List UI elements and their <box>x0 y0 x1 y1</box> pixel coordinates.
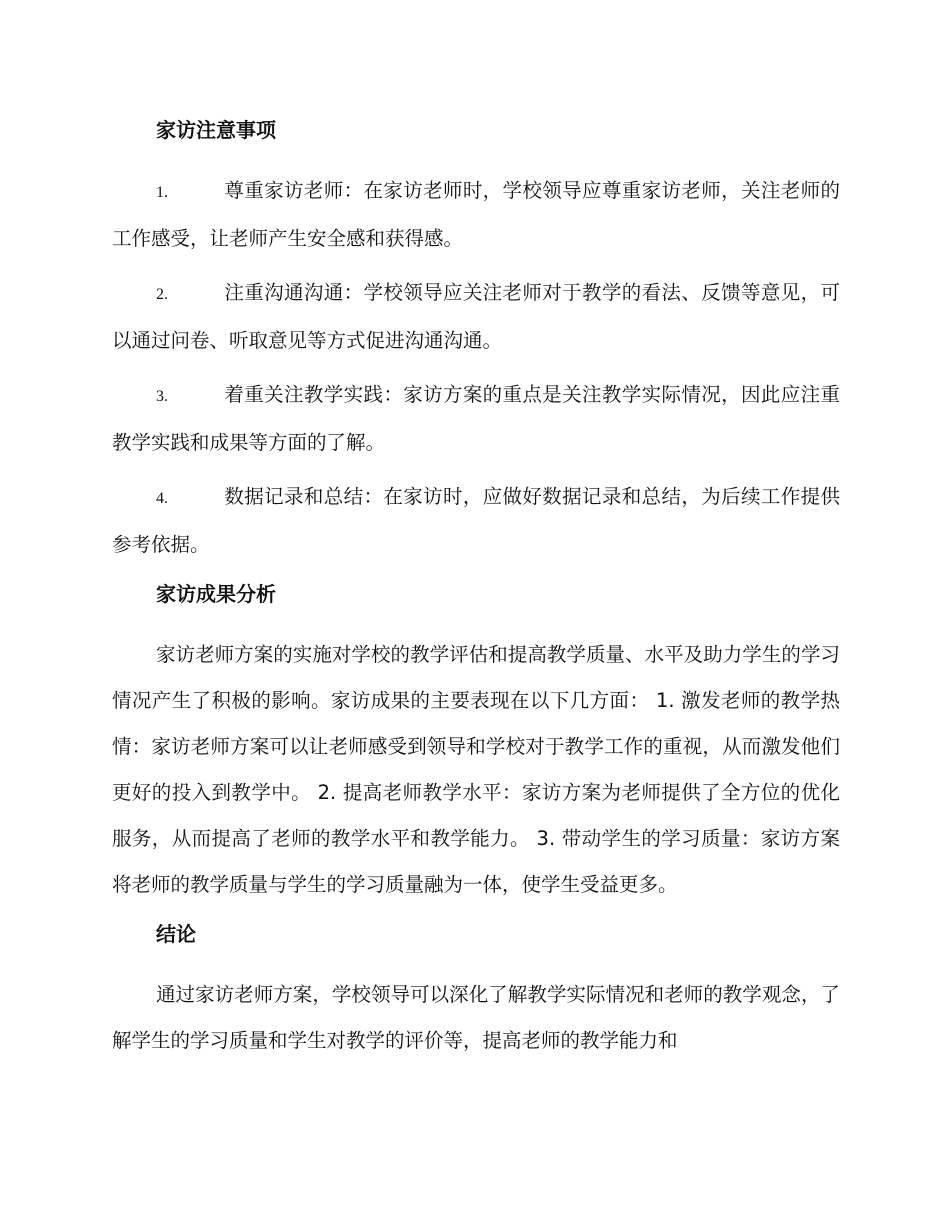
section-heading-notes: 家访注意事项 <box>156 118 276 142</box>
list-item-number: 2. <box>156 286 168 303</box>
section-heading-conclusion: 结论 <box>156 922 196 946</box>
list-item-number: 3. <box>156 388 168 405</box>
analysis-paragraph: 家访老师方案的实施对学校的教学评估和提高教学质量、水平及助力学生的学习情况产生了积极的影响。家访成果的主要表现在以下几方面： 1. 激发老师的教学热情：家访老师方案可以让老师感受到领导和学校对于教学工作的重视，从而激发他们更好的投入到教学中。 2. 提高老师教学水平：家访方案为老师提供了全方位的优化服务，从而提高了老师的教学水平和教学能力。 3. 带动学生的学习质量：家访方案将老师的教学质量与学生的学习质量融为一体，使学生受益更多。 <box>112 643 840 896</box>
list-item-text: 注重沟通沟通：学校领导应关注老师对于教学的看法、反馈等意见，可以通过问卷、听取意见等方式促进沟通沟通。 <box>112 281 840 352</box>
list-item-text: 尊重家访老师：在家访老师时，学校领导应尊重家访老师，关注老师的工作感受，让老师产生安全感和获得感。 <box>112 179 840 250</box>
section-heading-analysis: 家访成果分析 <box>156 582 276 606</box>
list-item-text: 着重关注教学实践：家访方案的重点是关注教学实际情况，因此应注重教学实践和成果等方面的了解。 <box>112 383 840 454</box>
list-item <box>112 372 840 466</box>
list-item <box>112 168 840 262</box>
list-item <box>112 270 840 364</box>
list-item-number: 1. <box>156 184 168 201</box>
document-page <box>112 112 840 1072</box>
list-item-number: 4. <box>156 490 168 507</box>
list-item-text: 数据记录和总结：在家访时，应做好数据记录和总结，为后续工作提供参考依据。 <box>112 485 840 556</box>
conclusion-paragraph: 通过家访老师方案，学校领导可以深化了解教学实际情况和老师的教学观念，了解学生的学习质量和学生对教学的评价等，提高老师的教学能力和 <box>112 983 840 1052</box>
list-item <box>112 474 840 568</box>
